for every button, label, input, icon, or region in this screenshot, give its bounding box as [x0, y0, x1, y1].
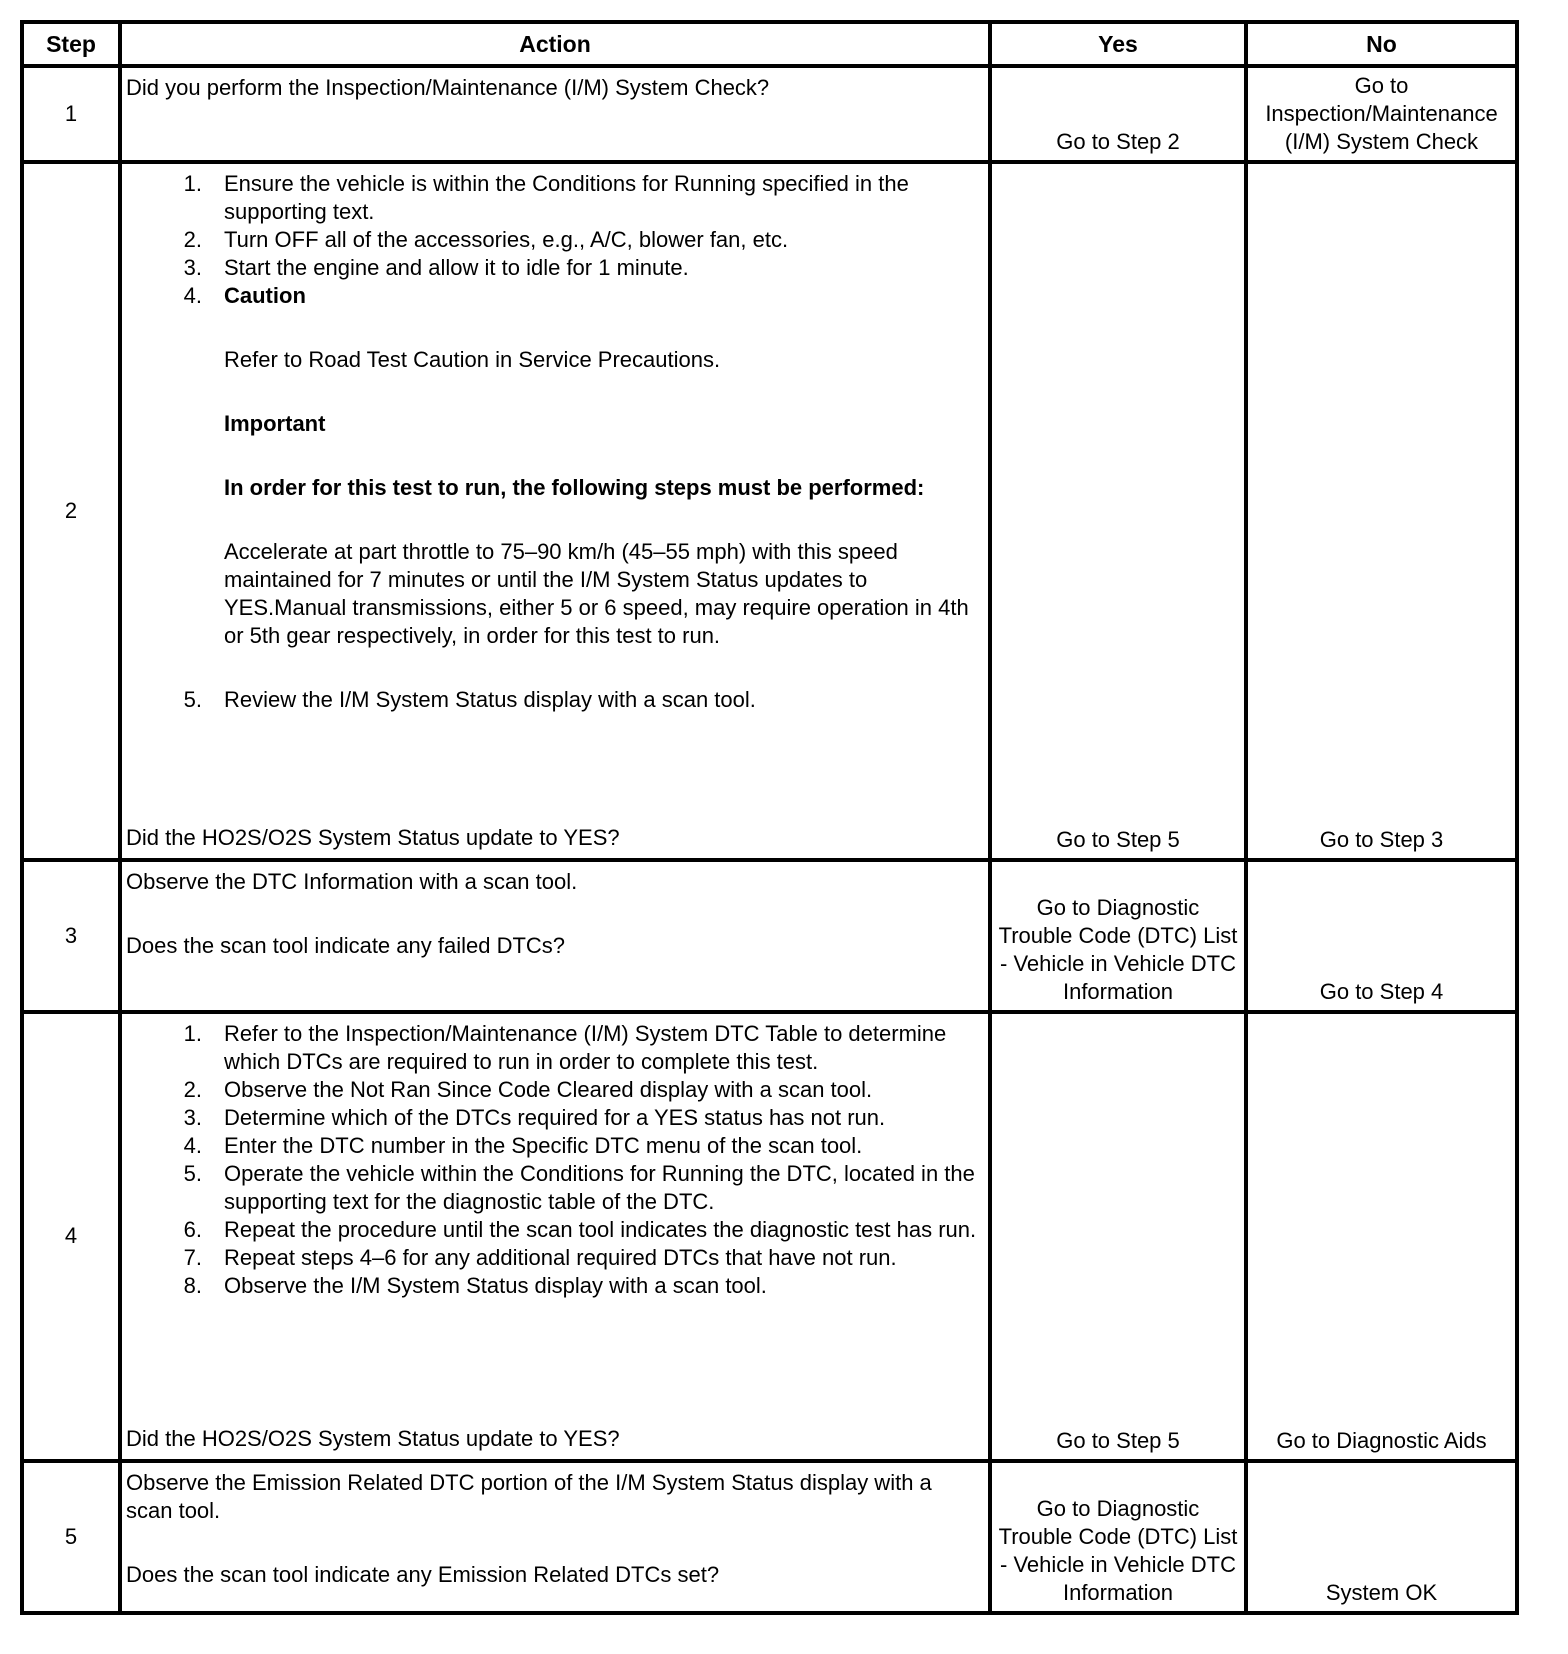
question-text: Did you perform the Inspection/Maintenance (I/M) System Check?: [126, 75, 770, 100]
list-item: [126, 1216, 982, 1244]
list-item: [126, 1160, 982, 1216]
list-number: 4.: [183, 283, 202, 309]
action-cell: [120, 1012, 990, 1461]
list-item: [126, 282, 982, 650]
yes-cell: Go to Step 5: [990, 1012, 1246, 1461]
procedure-list: [126, 1020, 982, 1300]
list-text: Observe the Not Ran Since Code Cleared display with a scan tool.: [224, 1076, 873, 1102]
step-number: 4: [22, 1012, 120, 1461]
diagnostic-table: [20, 20, 1519, 1615]
table-row: [22, 1461, 1517, 1613]
yes-cell: Go to Diagnostic Trouble Code (DTC) List - Vehicle in Vehicle DTC Information: [990, 1461, 1246, 1613]
action-cell: [120, 1461, 990, 1613]
list-item: [126, 686, 982, 714]
list-number: 5.: [183, 687, 202, 713]
no-cell: Go to Step 3: [1246, 162, 1517, 859]
procedure-list: [126, 170, 982, 714]
action-cell: [120, 66, 990, 162]
list-number: 2.: [183, 1076, 202, 1102]
list-number: 7.: [183, 1244, 202, 1270]
header-row: [22, 22, 1517, 66]
list-text: Refer to the Inspection/Maintenance (I/M) System DTC Table to determine which DTCs are required to run in order to complete this test.: [224, 1020, 947, 1074]
list-number: 1.: [183, 171, 202, 197]
table-row: [22, 162, 1517, 859]
list-number: 4.: [183, 1132, 202, 1158]
no-cell: System OK: [1246, 1461, 1517, 1613]
header-no: No: [1246, 22, 1517, 66]
list-item: [126, 1104, 982, 1132]
step-number: 3: [22, 860, 120, 1012]
list-text: Start the engine and allow it to idle for 1 minute.: [224, 255, 689, 281]
question-text: Did the HO2S/O2S System Status update to YES?: [126, 824, 620, 850]
table-row: [22, 66, 1517, 162]
list-item: [126, 1272, 982, 1300]
intro-text: Observe the DTC Information with a scan tool.: [126, 868, 578, 894]
important-notice: In order for this test to run, the following steps must be performed:: [224, 475, 925, 501]
question-text: Did the HO2S/O2S System Status update to YES?: [126, 1425, 620, 1451]
header-step: Step: [22, 22, 120, 66]
list-number: 2.: [183, 227, 202, 253]
table-row: [22, 1012, 1517, 1461]
list-number: 3.: [183, 1104, 202, 1130]
list-item: [126, 226, 982, 254]
list-item: [126, 1076, 982, 1104]
yes-cell: Go to Step 5: [990, 162, 1246, 859]
action-cell: [120, 162, 990, 859]
question-text: Does the scan tool indicate any Emission Related DTCs set?: [126, 1561, 720, 1587]
no-cell: Go to Diagnostic Aids: [1246, 1012, 1517, 1461]
header-action: Action: [120, 22, 990, 66]
list-text: Enter the DTC number in the Specific DTC menu of the scan tool.: [224, 1132, 863, 1158]
list-number: 8.: [183, 1272, 202, 1298]
list-text: Operate the vehicle within the Conditions for Running the DTC, located in the supporting text for the diagnostic table of the DTC.: [224, 1160, 975, 1214]
list-text: Ensure the vehicle is within the Conditions for Running specified in the supporting text.: [224, 171, 909, 225]
list-text: Review the I/M System Status display with a scan tool.: [224, 687, 756, 713]
action-cell: [120, 860, 990, 1012]
caution-text: Refer to Road Test Caution in Service Precautions.: [224, 347, 721, 373]
step-number: 1: [22, 66, 120, 162]
list-text: Repeat steps 4–6 for any additional required DTCs that have not run.: [224, 1244, 897, 1270]
list-number: 6.: [183, 1216, 202, 1242]
table-row: [22, 860, 1517, 1012]
intro-text: Observe the Emission Related DTC portion of the I/M System Status display with a scan tool.: [126, 1469, 932, 1523]
no-cell: Go to Inspection/Maintenance (I/M) System Check: [1246, 66, 1517, 162]
list-item: [126, 170, 982, 226]
list-item: [126, 1020, 982, 1076]
list-text: Turn OFF all of the accessories, e.g., A/C, blower fan, etc.: [224, 227, 789, 253]
list-number: 3.: [183, 255, 202, 281]
question-text: Does the scan tool indicate any failed DTCs?: [126, 932, 566, 958]
list-number: 1.: [183, 1020, 202, 1046]
no-cell: Go to Step 4: [1246, 860, 1517, 1012]
caution-label: Caution: [224, 283, 306, 309]
step-number: 5: [22, 1461, 120, 1613]
list-item: [126, 1132, 982, 1160]
yes-cell: Go to Diagnostic Trouble Code (DTC) List - Vehicle in Vehicle DTC Information: [990, 860, 1246, 1012]
list-number: 5.: [183, 1160, 202, 1186]
important-label: Important: [224, 411, 326, 437]
list-text: Repeat the procedure until the scan tool indicates the diagnostic test has run.: [224, 1216, 977, 1242]
yes-cell: Go to Step 2: [990, 66, 1246, 162]
important-text: Accelerate at part throttle to 75–90 km/h (45–55 mph) with this speed maintained for 7 minutes or until the I/M System Status updates to YES.Manual transmissions, either 5 or 6 speed, may require operation in 4th or 5th gear respectively, in order for this test to run.: [224, 539, 969, 649]
step-number: 2: [22, 162, 120, 859]
header-yes: Yes: [990, 22, 1246, 66]
list-text: Determine which of the DTCs required for a YES status has not run.: [224, 1104, 886, 1130]
list-item: [126, 254, 982, 282]
list-text: Observe the I/M System Status display with a scan tool.: [224, 1272, 767, 1298]
list-item: [126, 1244, 982, 1272]
